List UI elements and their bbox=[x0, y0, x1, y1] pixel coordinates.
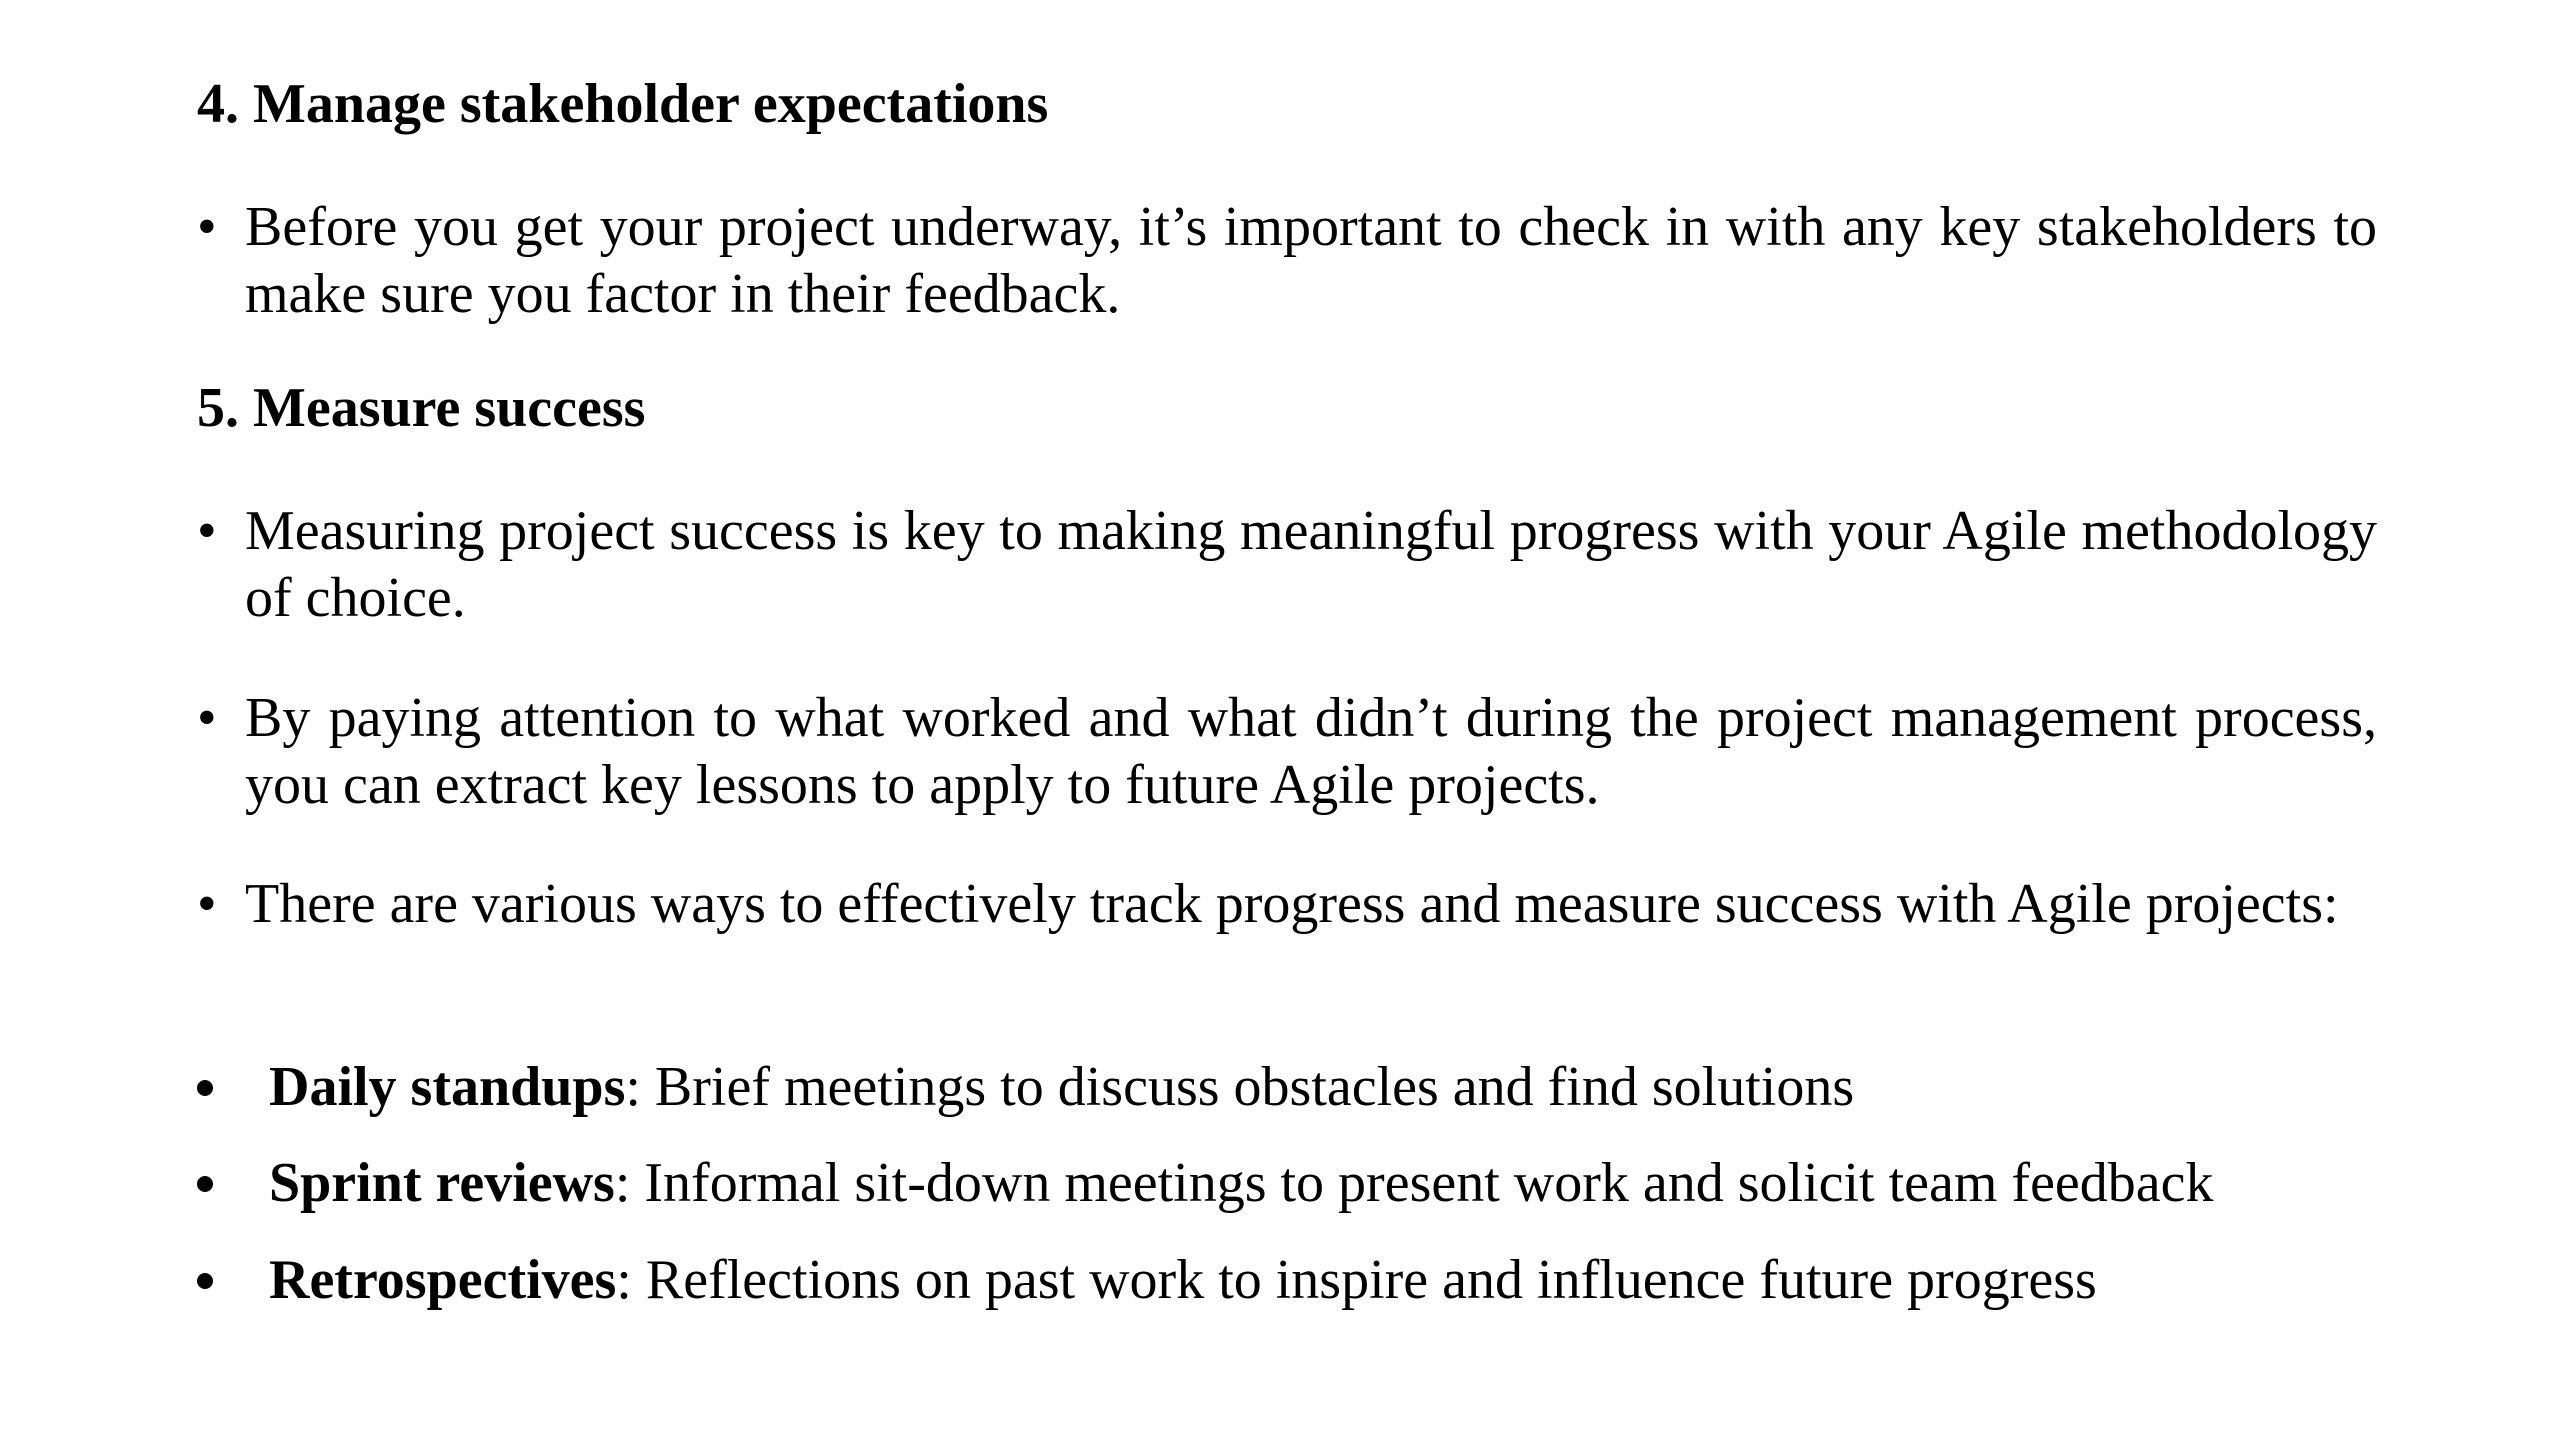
section-heading-measure-success: 5. Measure success bbox=[197, 377, 646, 439]
bullet-marker: • bbox=[197, 687, 217, 749]
list-item-content bbox=[269, 1151, 2214, 1215]
paragraph-measuring bbox=[197, 498, 2377, 632]
list-item-term: Sprint reviews bbox=[269, 1152, 615, 1214]
list-item-term: Retrospectives bbox=[269, 1249, 617, 1311]
paragraph-text: There are various ways to effectively track progress and measure success with Agile projects: bbox=[245, 873, 2339, 935]
list-item-content bbox=[269, 1055, 1854, 1119]
paragraph-stakeholders bbox=[197, 194, 2377, 328]
list-item-term: Daily standups bbox=[269, 1056, 626, 1118]
list-item-description: : Reflections on past work to inspire and influence future progress bbox=[616, 1249, 2097, 1311]
bullet-marker: • bbox=[197, 873, 217, 935]
bullet-dot-icon bbox=[197, 1176, 213, 1192]
list-item-description: : Informal sit-down meetings to present work and solicit team feedback bbox=[614, 1152, 2214, 1214]
list-item-content bbox=[269, 1248, 2097, 1312]
paragraph-text: Before you get your project underway, it’s important to check in with any key stakeholders to make sure you factor in their feedback. bbox=[245, 196, 2377, 325]
bullet-dot-icon bbox=[197, 1080, 213, 1096]
bullet-dot-icon bbox=[197, 1273, 213, 1289]
paragraph-attention bbox=[197, 685, 2377, 819]
bullet-marker: • bbox=[197, 196, 217, 258]
paragraph-text: By paying attention to what worked and what didn’t during the project management process, you can extract key lessons to apply to future Agile projects. bbox=[245, 687, 2377, 816]
section-heading-stakeholders: 4. Manage stakeholder expectations bbox=[197, 73, 1049, 135]
bullet-marker: • bbox=[197, 500, 217, 562]
paragraph-text: Measuring project success is key to making meaningful progress with your Agile methodology of choice. bbox=[245, 500, 2377, 629]
paragraph-ways bbox=[197, 871, 2377, 938]
list-item-description: : Brief meetings to discuss obstacles and find solutions bbox=[625, 1056, 1855, 1118]
